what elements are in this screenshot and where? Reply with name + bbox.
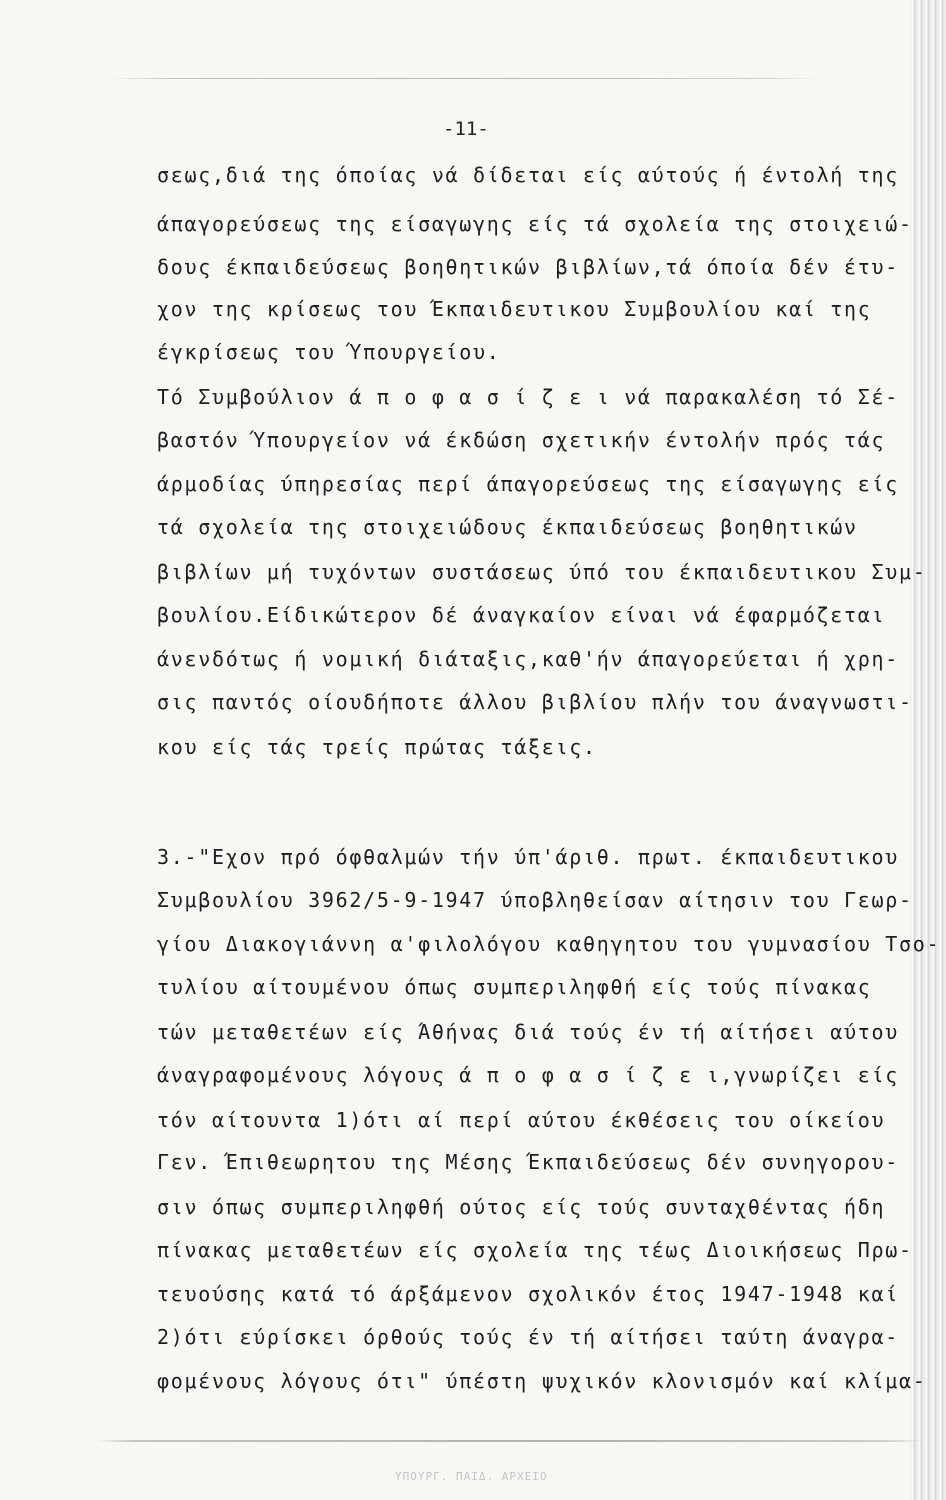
text-line: τόν αίτουντα 1)ότι αί περί αύτου έκθέσεις του οίκείου	[157, 1108, 886, 1132]
text-line: φομένους λόγους ότι" ύπέστη ψυχικόν κλονισμόν καί κλίμα-	[157, 1369, 927, 1393]
text-line: Γεν. Έπιθεωρητου της Μέσης Έκπαιδεύσεως δέν συνηγορου-	[157, 1150, 900, 1174]
text-line: τευούσης κατά τό άρξάμενον σχολικόν έτος 1947-1948 καί	[157, 1282, 900, 1306]
text-line: 2)ότι εύρίσκει όρθούς τούς έν τή αίτήσει ταύτη άναγρα-	[157, 1325, 900, 1349]
text-line: δους έκπαιδεύσεως βοηθητικών βιβλίων,τά όποία δέν έτυ-	[157, 255, 900, 279]
top-rule	[110, 78, 820, 79]
text-line: άναγραφομένους λόγους ά π ο φ α σ ί ζ ε ι,γνωρίζει είς	[157, 1063, 900, 1087]
text-line: πίνακας μεταθετέων είς σχολεία της τέως Διοικήσεως Πρω-	[157, 1238, 913, 1262]
text-line: σις παντός οίουδήποτε άλλου βιβλίου πλήν του άναγνωστι-	[157, 690, 913, 714]
binding-edge	[910, 0, 946, 1500]
text-line: βαστόν Ύπουργείον νά έκδώση σχετικήν έντολήν πρός τάς	[157, 428, 886, 452]
text-line: σεως,διά της όποίας νά δίδεται είς αύτούς ή έντολή της	[157, 163, 900, 187]
page-number: -11-	[443, 118, 489, 140]
text-line: άνενδότως ή νομική διάταξις,καθ'ήν άπαγορεύεται ή χρη-	[157, 647, 900, 671]
text-line: βιβλίων μή τυχόντων συστάσεως ύπό του έκπαιδευτικου Συμ-	[157, 560, 927, 584]
text-line: Τό Συμβούλιον ά π ο φ α σ ί ζ ε ι νά παρακαλέση τό Σέ-	[157, 385, 900, 409]
bottom-rule	[95, 1440, 925, 1442]
text-line: άπαγορεύσεως της είσαγωγης είς τά σχολεία της στοιχειώ-	[157, 212, 913, 236]
text-line: σιν όπως συμπεριληφθή ούτος είς τούς συνταχθέντας ήδη	[157, 1195, 886, 1219]
text-line: έγκρίσεως του Ύπουργείου.	[157, 340, 501, 364]
text-line: τών μεταθετέων είς Άθήνας διά τούς έν τή αίτήσει αύτου	[157, 1020, 900, 1044]
text-line: Συμβουλίου 3962/5-9-1947 ύποβληθείσαν αίτησιν του Γεωρ-	[157, 888, 913, 912]
text-line: τά σχολεία της στοιχειώδους έκπαιδεύσεως βοηθητικών	[157, 515, 858, 539]
text-line: βουλίου.Είδικώτερον δέ άναγκαίον είναι νά έφαρμόζεται	[157, 603, 886, 627]
footer-stamp: ΥΠΟΥΡΓ. ΠΑΙΔ. ΑΡΧΕΙΟ	[395, 1470, 548, 1483]
text-line: γίου Διακογιάννη α'φιλολόγου καθηγητου του γυμνασίου Τσο-	[157, 932, 941, 956]
text-line: χον της κρίσεως του Έκπαιδευτικου Συμβουλίου καί της	[157, 297, 872, 321]
text-line: άρμοδίας ύπηρεσίας περί άπαγορεύσεως της είσαγωγης είς	[157, 472, 900, 496]
text-line: κου είς τάς τρείς πρώτας τάξεις.	[157, 735, 597, 759]
text-line: τυλίου αίτουμένου όπως συμπεριληφθή είς τούς πίνακας	[157, 975, 872, 999]
text-line: 3.-"Εχον πρό όφθαλμών τήν ύπ'άριθ. πρωτ. έκπαιδευτικου	[157, 845, 900, 869]
